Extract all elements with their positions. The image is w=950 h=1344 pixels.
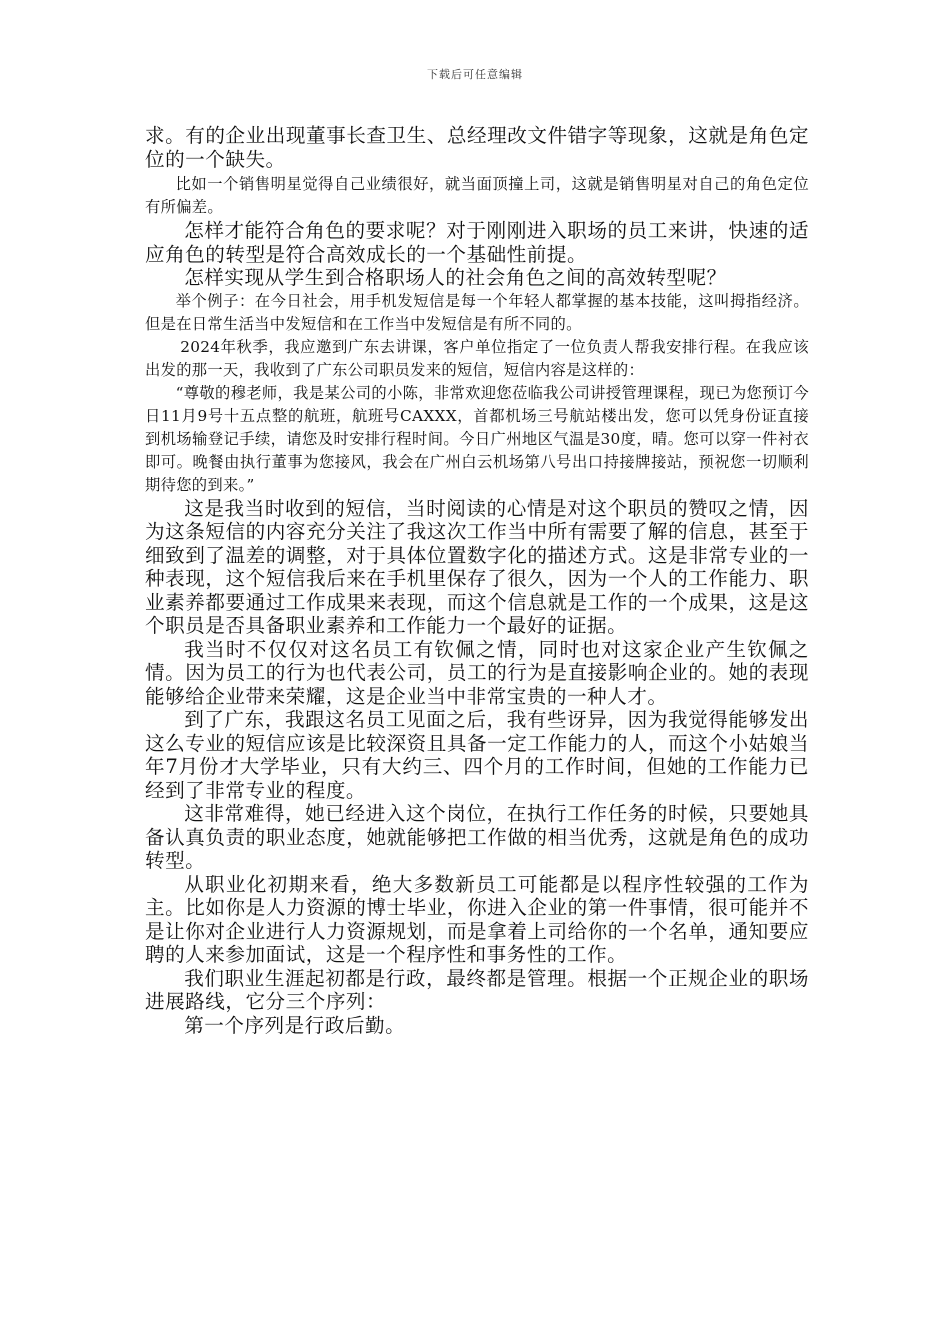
page-header: 下载后可任意编辑	[427, 68, 523, 81]
paragraph-student-to-professional: 怎样实现从学生到合格职场人的社会角色之间的高效转型呢？	[184, 266, 727, 289]
paragraph-sms-example: 举个例子：在今日社会，用手机发短信是每一个年轻人都掌握的基本技能，这叫拇指经济。但是在日常生活当中发短信和在工作当中发短信是有所不同的。	[145, 291, 809, 333]
paragraph-role-positioning-gap: 求。有的企业出现董事长查卫生、总经理改文件错字等现象，这就是角色定位的一个缺失。	[145, 124, 809, 171]
paragraph-role-transition: 这非常难得，她已经进入这个岗位，在执行工作任务的时候，只要她具备认真负责的职业态度，她就能够把工作做的相当优秀，这就是角色的成功转型。	[145, 802, 809, 872]
paragraph-autumn-lecture: 2024年秋季，我应邀到广东去讲课，客户单位指定了一位负责人帮我安排行程。在我应该出发的那一天，我收到了广东公司职员发来的短信，短信内容是这样的：	[145, 337, 809, 379]
paragraph-career-path: 我们职业生涯起初都是行政，最终都是管理。根据一个正规企业的职场进展路线，它分三个序列：	[145, 966, 809, 1013]
paragraph-procedural-work: 从职业化初期来看，绝大多数新员工可能都是以程序性较强的工作为主。比如你是人力资源的博士毕业，你进入企业的第一件事情，很可能并不是让你对企业进行人力资源规划，而是拿着上司给你的一个名单，通知要应聘的人来参加面试，这是一个程序性和事务性的工作。	[145, 872, 809, 966]
paragraph-admiration: 这是我当时收到的短信，当时阅读的心情是对这个职员的赞叹之情，因为这条短信的内容充分关注了我这次工作当中所有需要了解的信息，甚至于细致到了温差的调整，对于具体位置数字化的描述方式。这是非常专业的一种表现，这个短信我后来在手机里保存了很久，因为一个人的工作能力、职业素养都要通过工作成果来表现，而这个信息就是工作的一个成果，这是这个职员是否具备职业素养和工作能力一个最好的证据。	[145, 496, 809, 637]
paragraph-how-to-fit-role: 怎样才能符合角色的要求呢？对于刚刚进入职场的员工来讲，快速的适应角色的转型是符合高效成长的一个基础性前提。	[145, 219, 809, 266]
paragraph-sales-star: 比如一个销售明星觉得自己业绩很好，就当面顶撞上司，这就是销售明星对自己的角色定位有所偏差。	[145, 175, 809, 216]
document-body	[145, 124, 809, 1037]
paragraph-respect-company: 我当时不仅仅对这名员工有钦佩之情，同时也对这家企业产生钦佩之情。因为员工的行为也代表公司，员工的行为是直接影响企业的。她的表现能够给企业带来荣耀，这是企业当中非常宝贵的一种人才。	[145, 637, 809, 708]
paragraph-first-sequence: 第一个序列是行政后勤。	[184, 1013, 406, 1037]
paragraph-sms-quote: “尊敬的穆老师，我是某公司的小陈，非常欢迎您莅临我公司讲授管理课程，现已为您预订今日11月9号十五点整的航班，航班号CAXXX，首都机场三号航站楼出发，您可以凭身份证直接到机场输登记手续，请您及时安排行程时间。今日广州地区气温是30度，晴。您可以穿一件衬衣即可。晚餐由执行董事为您接风，我会在广州白云机场第八号出口持接牌接站，预祝您一切顺利期待您的到来。”	[145, 383, 809, 494]
paragraph-meeting-employee: 到了广东，我跟这名员工见面之后，我有些讶异，因为我觉得能够发出这么专业的短信应该是比较深资且具备一定工作能力的人，而这个小姑娘当年7月份才大学毕业，只有大约三、四个月的工作时间，但她的工作能力已经到了非常专业的程度。	[145, 708, 809, 802]
